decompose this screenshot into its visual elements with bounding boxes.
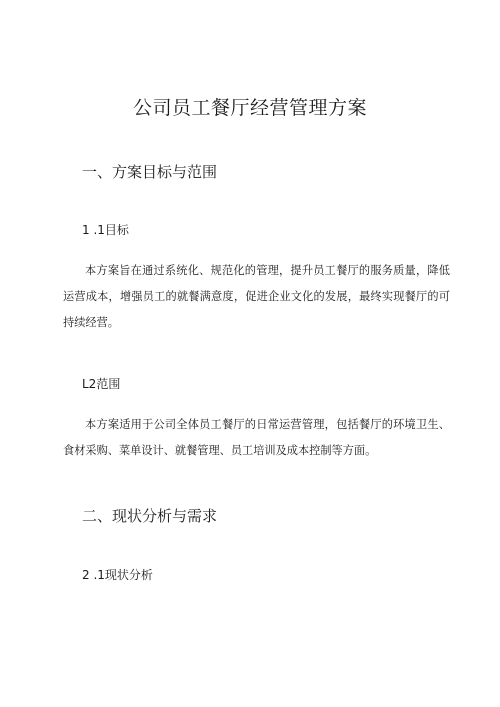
section-heading-2: 二、现状分析与需求 xyxy=(82,507,218,525)
section-heading-1: 一、方案目标与范围 xyxy=(82,163,218,181)
subsection-heading-1-2: L2范围 xyxy=(82,377,121,391)
subsection-body-1-2: 本方案适用于公司全体员工餐厅的日常运营管理，包括餐厅的环境卫生、食材采购、菜单设计、就餐管理、员工培训及成本控制等方面。 xyxy=(63,418,450,457)
subsection-body-1-1: 本方案旨在通过系统化、规范化的管理，提升员工餐厅的服务质量，降低运营成本，增强员工的就餐满意度，促进企业文化的发展，最终实现餐厅的可持续经营。 xyxy=(63,264,450,329)
document-title: 公司员工餐厅经营管理方案 xyxy=(132,97,367,119)
subsection-heading-2-1: 2 .1现状分析 xyxy=(82,568,153,582)
subsection-heading-1-1: 1 .1目标 xyxy=(82,223,129,237)
